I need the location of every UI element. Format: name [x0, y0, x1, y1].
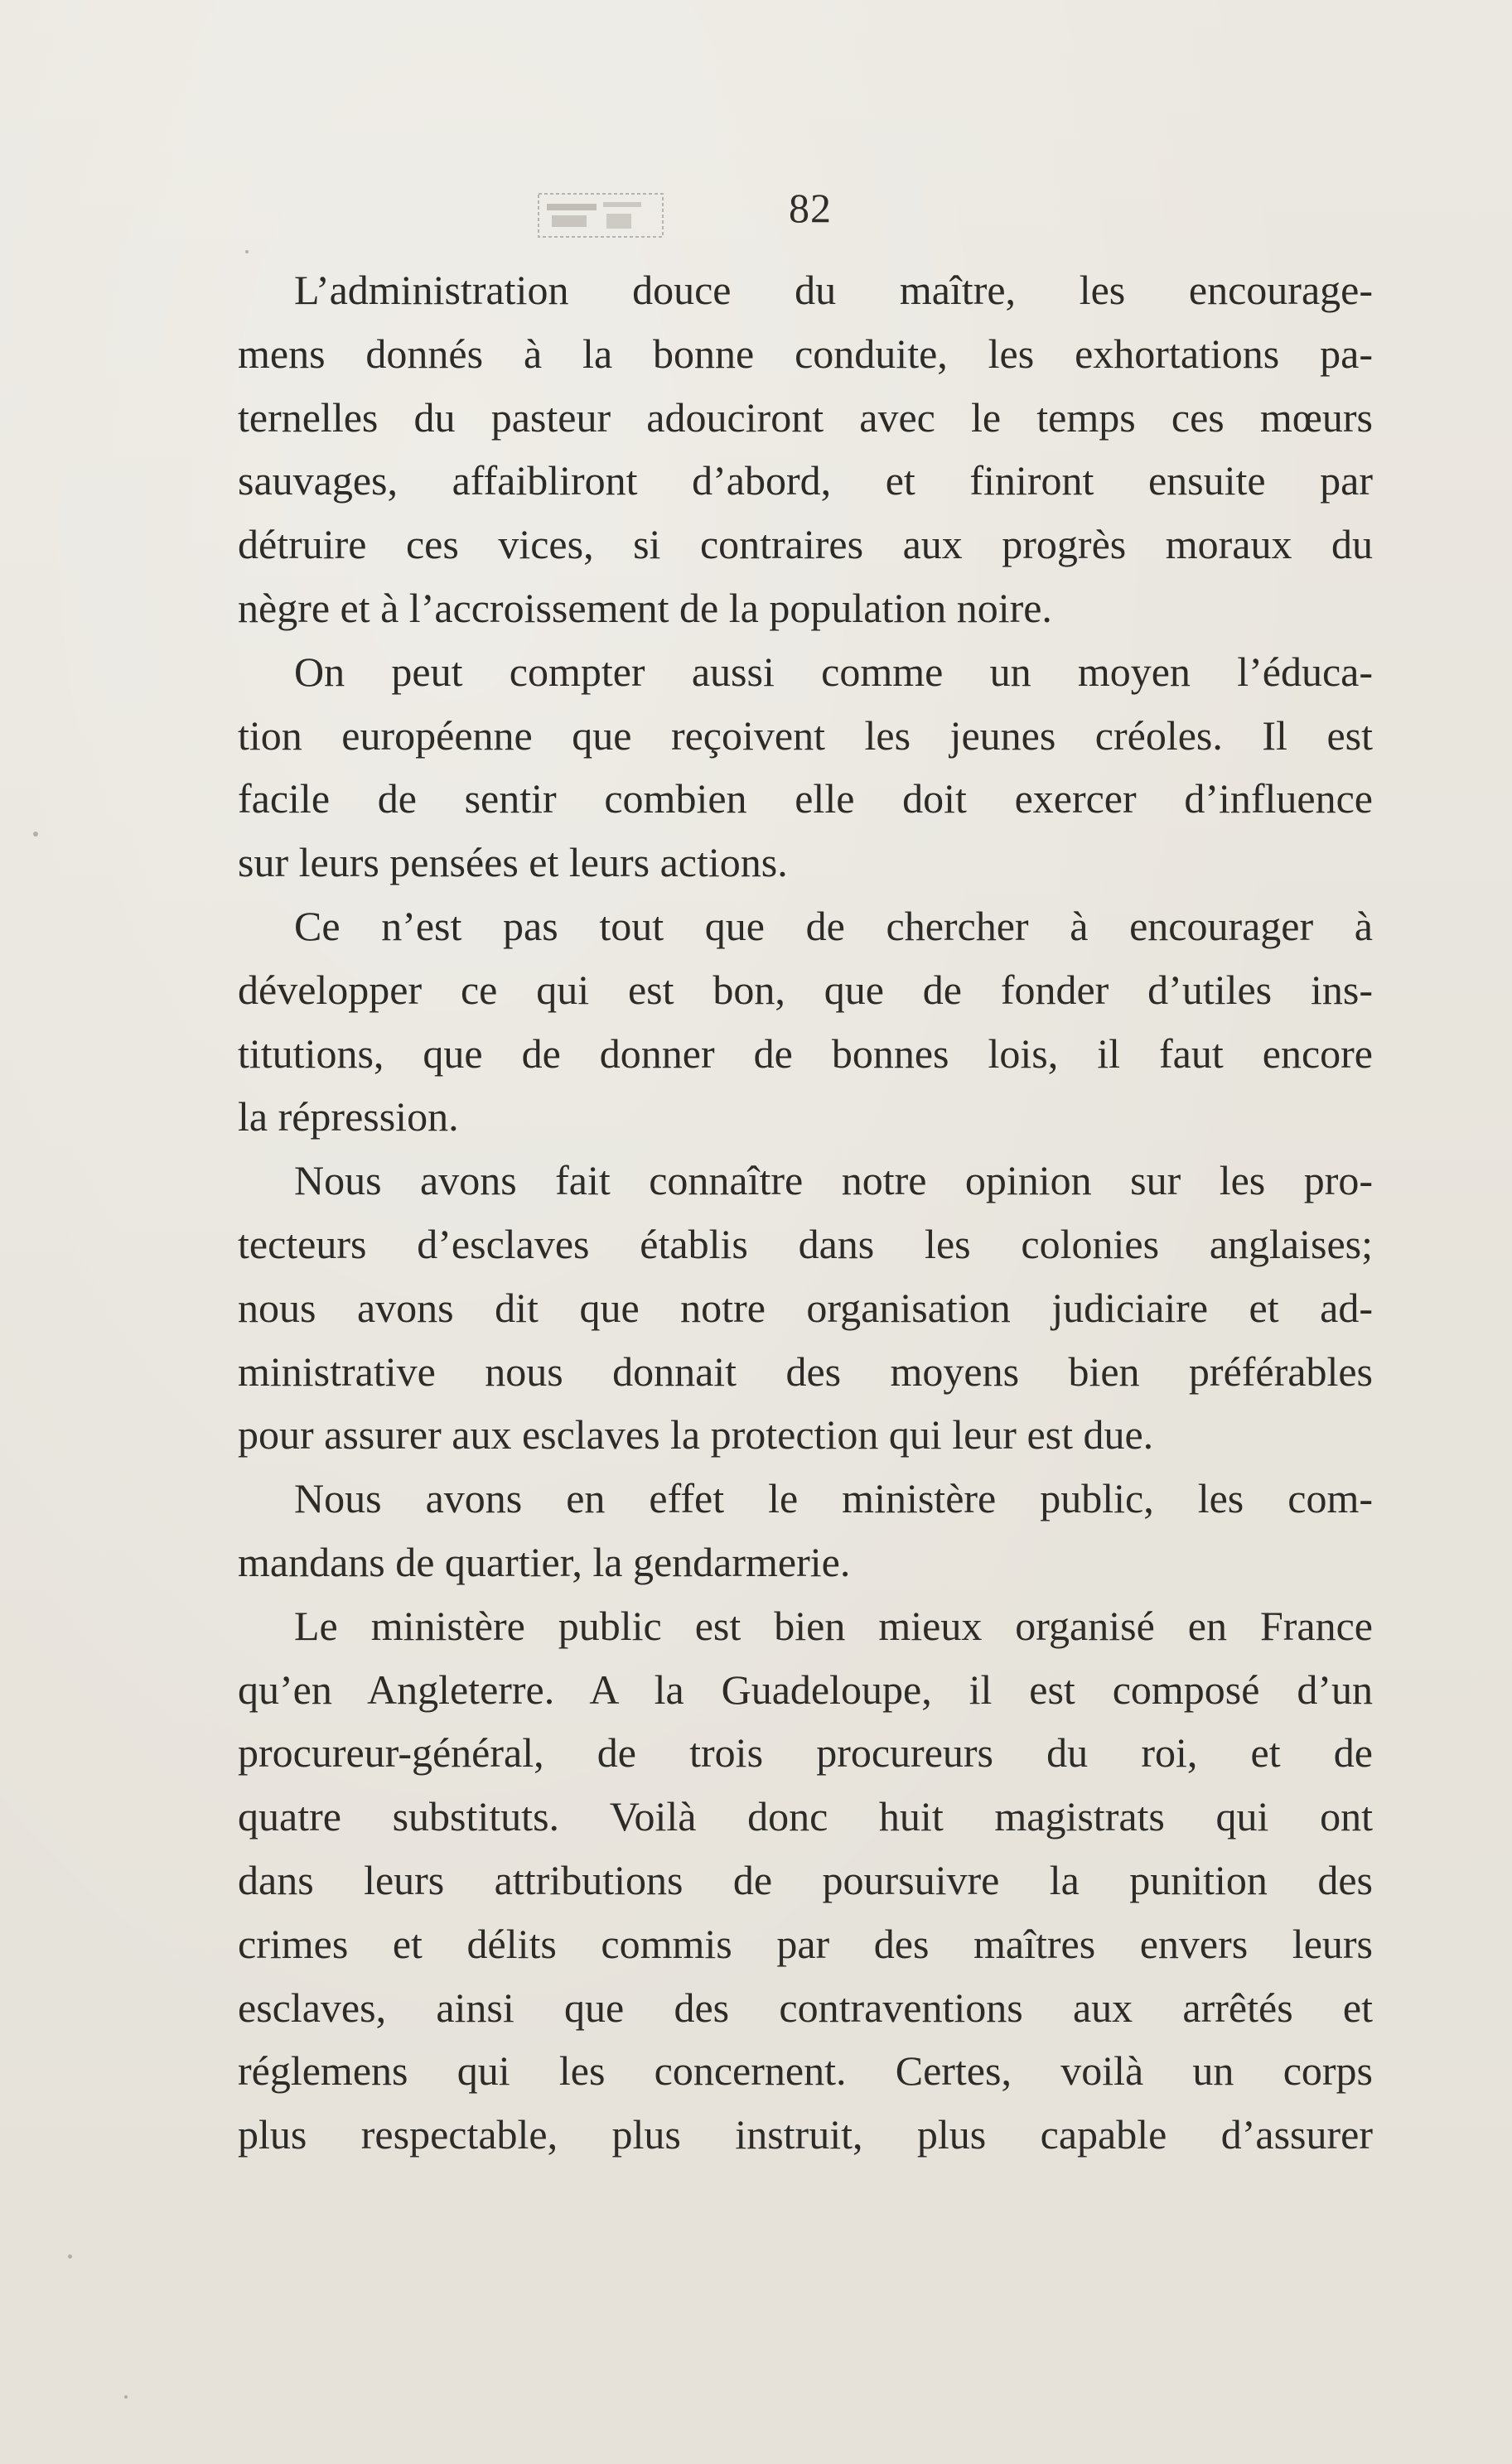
- paper-speck: [33, 832, 38, 837]
- paper-speck: [124, 2395, 128, 2399]
- text-line: ministrative nous donnait des moyens bien préférables: [238, 1348, 1373, 1395]
- text-line: Le ministère public est bien mieux organisé en France: [294, 1602, 1373, 1649]
- text-line: mens donnés à la bonne conduite, les exhortations pa-: [238, 330, 1373, 377]
- text-line: tion européenne que reçoivent les jeunes créoles. Il est: [238, 711, 1373, 759]
- text-line: facile de sentir combien elle doit exercer d’influence: [238, 775, 1373, 822]
- paper-speck: [68, 2254, 72, 2259]
- text-line: crimes et délits commis par des maîtres envers leurs: [238, 1920, 1373, 1967]
- text-line: ternelles du pasteur adouciront avec le temps ces mœurs: [238, 393, 1373, 441]
- page-number: 82: [789, 185, 832, 231]
- text-line: plus respectable, plus instruit, plus capable d’assurer: [238, 2111, 1373, 2158]
- text-line: pour assurer aux esclaves la protection qui leur est due.: [238, 1411, 1154, 1459]
- text-line: la répression.: [238, 1093, 459, 1140]
- text-line: détruire ces vices, si contraires aux progrès moraux du: [238, 521, 1373, 568]
- text-line: Nous avons en effet le ministère public, les com-: [294, 1475, 1373, 1522]
- text-line: Ce n’est pas tout que de chercher à encourager à: [294, 902, 1373, 949]
- text-line: procureur-général, de trois procureurs du roi, et de: [238, 1729, 1373, 1777]
- text-line: mandans de quartier, la gendarmerie.: [238, 1538, 851, 1585]
- text-line: dans leurs attributions de poursuivre la punition des: [238, 1856, 1373, 1903]
- text-line: titutions, que de donner de bonnes lois, il faut encore: [238, 1029, 1373, 1077]
- text-line: sauvages, affaibliront d’abord, et finiront ensuite par: [238, 457, 1373, 504]
- text-line: quatre substituts. Voilà donc huit magistrats qui ont: [238, 1793, 1373, 1840]
- text-line: On peut compter aussi comme un moyen l’éduca-: [294, 648, 1373, 695]
- text-line: tecteurs d’esclaves établis dans les colonies anglaises;: [238, 1220, 1373, 1267]
- paper-speck: [245, 250, 249, 253]
- text-line: nègre et à l’accroissement de la population noire.: [238, 584, 1052, 631]
- text-line: L’administration douce du maître, les encourage-: [294, 267, 1373, 313]
- body-text: [238, 258, 1373, 2167]
- text-line: esclaves, ainsi que des contraventions aux arrêtés et: [238, 1984, 1373, 2031]
- text-line: nous avons dit que notre organisation judiciaire et ad-: [238, 1284, 1373, 1331]
- library-stamp: [537, 189, 676, 244]
- text-line: réglemens qui les concernent. Certes, voilà un corps: [238, 2047, 1373, 2095]
- text-line: sur leurs pensées et leurs actions.: [238, 839, 788, 886]
- text-line: Nous avons fait connaître notre opinion sur les pro-: [294, 1157, 1373, 1204]
- text-line: développer ce qui est bon, que de fonder d’utiles ins-: [238, 966, 1373, 1013]
- text-line: qu’en Angleterre. A la Guadeloupe, il est composé d’un: [238, 1666, 1373, 1713]
